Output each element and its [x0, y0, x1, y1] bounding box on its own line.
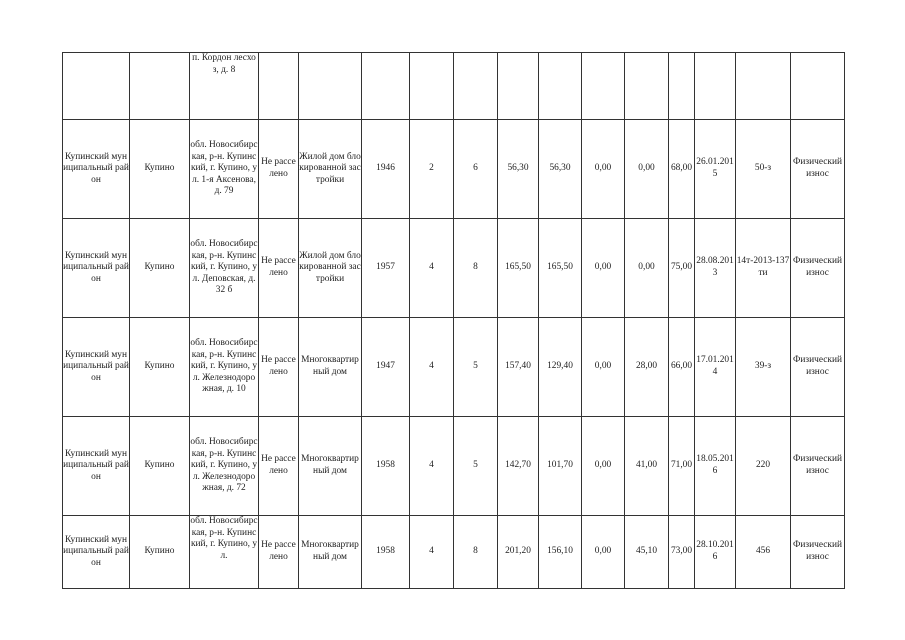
- cell-area-total: 56,30: [498, 120, 539, 219]
- cell-apartments: 5: [454, 318, 498, 417]
- cell-date: 17.01.2014: [695, 318, 736, 417]
- cell-floors: 4: [410, 318, 454, 417]
- cell-empty: [582, 53, 625, 120]
- cell-area-living: 156,10: [539, 516, 582, 589]
- cell-area-b: 28,00: [625, 318, 669, 417]
- cell-status: Не расселено: [259, 318, 299, 417]
- cell-type: Многоквартирный дом: [299, 516, 362, 589]
- cell-address: обл. Новосибирская, р-н. Купинский, г. Купино, ул. Железнодорожная, д. 10: [190, 318, 259, 417]
- cell-status: Не расселено: [259, 120, 299, 219]
- cell-apartments: 8: [454, 516, 498, 589]
- cell-apartments: 8: [454, 219, 498, 318]
- cell-area-b: 0,00: [625, 219, 669, 318]
- cell-wear: 75,00: [669, 219, 695, 318]
- cell-doc: 50-з: [736, 120, 791, 219]
- cell-address: обл. Новосибирская, р-н. Купинский, г. Купино, ул. Железнодорожная, д. 72: [190, 417, 259, 516]
- cell-area-a: 0,00: [582, 219, 625, 318]
- cell-area-a: 0,00: [582, 120, 625, 219]
- cell-area-living: 129,40: [539, 318, 582, 417]
- cell-district: Купинский муниципальный район: [63, 417, 130, 516]
- cell-reason: Физический износ: [791, 516, 845, 589]
- cell-address: обл. Новосибирская, р-н. Купинский, г. Купино, ул. 1-я Аксенова, д. 79: [190, 120, 259, 219]
- cell-wear: 68,00: [669, 120, 695, 219]
- cell-empty: [791, 53, 845, 120]
- cell-settlement: Купино: [130, 120, 190, 219]
- table-row: [63, 219, 845, 318]
- cell-empty: [498, 53, 539, 120]
- cell-district: Купинский муниципальный район: [63, 318, 130, 417]
- cell-floors: 4: [410, 417, 454, 516]
- cell-year: 1958: [362, 516, 410, 589]
- cell-apartments: 5: [454, 417, 498, 516]
- cell-date: 26.01.2015: [695, 120, 736, 219]
- cell-empty: [299, 53, 362, 120]
- cell-empty: [259, 53, 299, 120]
- cell-doc: 14т-2013-137ти: [736, 219, 791, 318]
- cell-doc: 456: [736, 516, 791, 589]
- cell-area-total: 201,20: [498, 516, 539, 589]
- cell-area-a: 0,00: [582, 318, 625, 417]
- cell-year: 1946: [362, 120, 410, 219]
- cell-area-b: 45,10: [625, 516, 669, 589]
- cell-type: Жилой дом блокированной застройки: [299, 120, 362, 219]
- cell-address: обл. Новосибирская, р-н. Купинский, г. Купино, ул. Деповская, д. 32 б: [190, 219, 259, 318]
- cell-district: Купинский муниципальный район: [63, 120, 130, 219]
- cell-address: обл. Новосибирская, р-н. Купинский, г. Купино, ул.: [190, 516, 259, 589]
- cell-floors: 2: [410, 120, 454, 219]
- cell-status: Не расселено: [259, 417, 299, 516]
- cell-district: Купинский муниципальный район: [63, 516, 130, 589]
- cell-settlement: Купино: [130, 516, 190, 589]
- cell-area-living: 56,30: [539, 120, 582, 219]
- cell-doc: 220: [736, 417, 791, 516]
- cell-area-total: 165,50: [498, 219, 539, 318]
- cell-area-a: 0,00: [582, 417, 625, 516]
- cell-year: 1957: [362, 219, 410, 318]
- cell-year: 1947: [362, 318, 410, 417]
- cell-area-b: 41,00: [625, 417, 669, 516]
- cell-empty: [63, 53, 130, 120]
- cell-status: Не расселено: [259, 516, 299, 589]
- cell-empty: [410, 53, 454, 120]
- table-row: [63, 417, 845, 516]
- cell-doc: 39-з: [736, 318, 791, 417]
- cell-date: 18.05.2016: [695, 417, 736, 516]
- cell-date: 28.08.2013: [695, 219, 736, 318]
- cell-type: Многоквартирный дом: [299, 417, 362, 516]
- cell-type: Жилой дом блокированной застройки: [299, 219, 362, 318]
- cell-address: п. Кордон лесхоз, д. 8: [190, 53, 259, 120]
- table-body: [63, 53, 845, 589]
- cell-settlement: Купино: [130, 417, 190, 516]
- cell-empty: [454, 53, 498, 120]
- cell-area-total: 157,40: [498, 318, 539, 417]
- cell-empty: [362, 53, 410, 120]
- cell-area-living: 165,50: [539, 219, 582, 318]
- cell-settlement: Купино: [130, 318, 190, 417]
- table-row: [63, 53, 845, 120]
- table-row: [63, 516, 845, 589]
- table-row: [63, 318, 845, 417]
- cell-wear: 73,00: [669, 516, 695, 589]
- cell-area-b: 0,00: [625, 120, 669, 219]
- cell-apartments: 6: [454, 120, 498, 219]
- cell-empty: [669, 53, 695, 120]
- cell-empty: [736, 53, 791, 120]
- cell-wear: 71,00: [669, 417, 695, 516]
- cell-empty: [539, 53, 582, 120]
- cell-floors: 4: [410, 516, 454, 589]
- cell-wear: 66,00: [669, 318, 695, 417]
- cell-floors: 4: [410, 219, 454, 318]
- table-row: [63, 120, 845, 219]
- cell-date: 28.10.2016: [695, 516, 736, 589]
- cell-area-a: 0,00: [582, 516, 625, 589]
- cell-type: Многоквартирный дом: [299, 318, 362, 417]
- housing-table: [62, 52, 845, 589]
- cell-empty: [695, 53, 736, 120]
- cell-year: 1958: [362, 417, 410, 516]
- cell-status: Не расселено: [259, 219, 299, 318]
- cell-reason: Физический износ: [791, 219, 845, 318]
- cell-area-living: 101,70: [539, 417, 582, 516]
- cell-reason: Физический износ: [791, 120, 845, 219]
- cell-reason: Физический износ: [791, 417, 845, 516]
- cell-area-total: 142,70: [498, 417, 539, 516]
- cell-empty: [625, 53, 669, 120]
- cell-empty: [130, 53, 190, 120]
- cell-district: Купинский муниципальный район: [63, 219, 130, 318]
- cell-settlement: Купино: [130, 219, 190, 318]
- cell-reason: Физический износ: [791, 318, 845, 417]
